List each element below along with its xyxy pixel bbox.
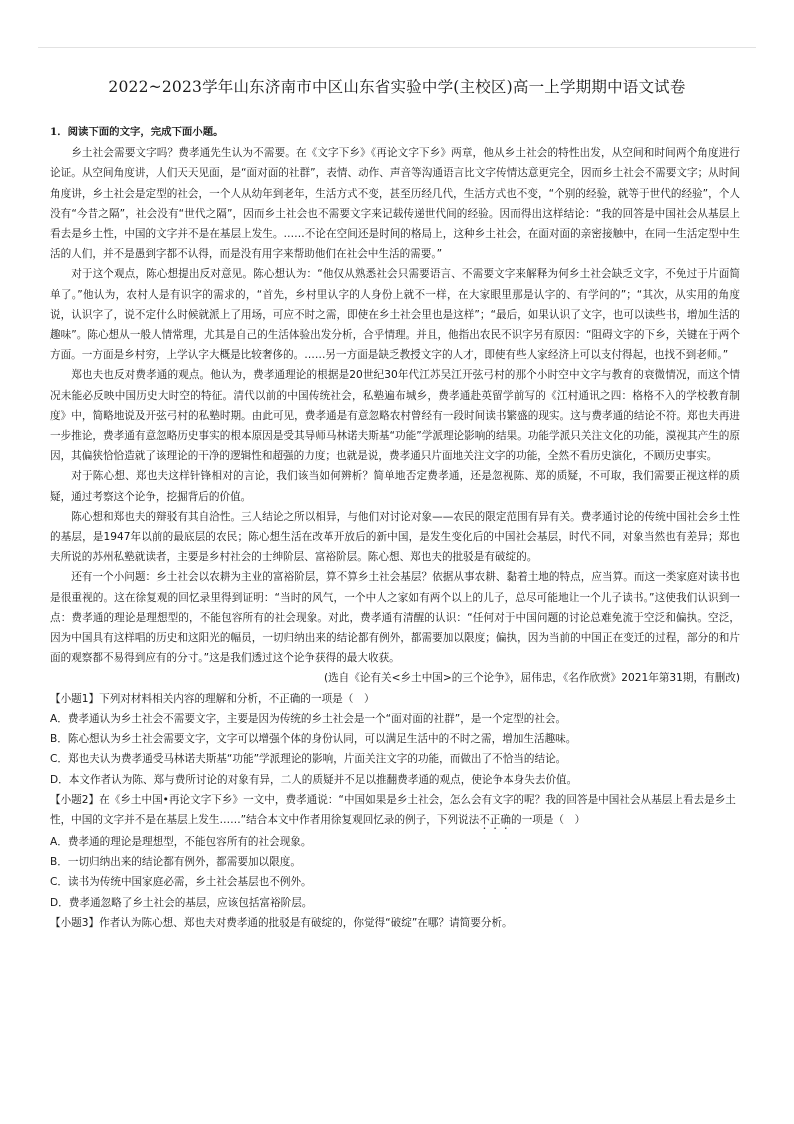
stem-text-end: 的一项是（ ） bbox=[511, 813, 586, 826]
option-c: C．读书为传统中国家庭必需，乡土社会基层也不例外。 bbox=[50, 876, 312, 889]
option-a: A．费孝通的理论是理想型，不能包容所有的社会现象。 bbox=[50, 835, 312, 848]
passage-paragraph-5: 陈心想和郑也夫的辩驳有其自洽性。三人结论之所以相异，与他们对讨论对象——农民的限定范围有异有关。费孝通讨论的传统中国社会乡土性的基层，是1947年以前的最底层的农民；陈心想生活在改革开放后的新中国，是发生变化后的中国社会基层，时代不同，对象当然也有差异；郑也夫所说的苏州私塾就读者，主要是乡村社会的士绅阶层、富裕阶层。陈心想、郑也夫的批驳是有破绽的。 bbox=[50, 510, 740, 564]
page-title: 2022~2023学年山东济南市中区山东省实验中学(主校区)高一上学期期中语文试卷 bbox=[108, 78, 686, 96]
question-1 bbox=[50, 122, 740, 933]
sub-question-3 bbox=[50, 913, 740, 933]
source-citation: (选自《论有关<乡土中国>的三个论争》，屈伟忠，《名作欣赏》2021年第31期，有删改) bbox=[323, 672, 740, 685]
question-header: 1．阅读下面的文字，完成下面小题。 bbox=[50, 126, 224, 138]
passage-paragraph-2: 对于这个观点，陈心想提出反对意见。陈心想认为：“他仅从熟悉社会只需要语言、不需要文字来解释为何乡土社会缺乏文字，不免过于片面简单了。”他认为，农村人是有识字的需求的，“首先，乡村里认字的人身份上就不一样，在大家眼里那是认字的、有学问的”；“其次，从实用的角度说，认识字了，说不定什么时候就派上了用场，可应不时之需，即使在乡土社会里也是这样”；“最后，如果认识了文字，也可以读些书，增加生活的趣味”。陈心想从一般人情常理，尤其是自己的生活体验出发分析，合乎情理。并且，他指出农民不识字另有原因：“阻碍文字的下乡，关键在于两个方面。一方面是乡村穷，上学认字大概是比较奢侈的。……另一方面是缺乏教授文字的人才，即使有些人家经济上可以支付得起，也找不到老师。” bbox=[50, 268, 740, 362]
option-d: D．费孝通忽略了乡土社会的基层，应该包括富裕阶层。 bbox=[50, 896, 313, 909]
option-d: D．本文作者认为陈、郑与费所讨论的对象有异，二人的质疑并不足以推翻费孝通的观点，使论争本身失去价值。 bbox=[50, 773, 578, 786]
emphasized-text: 不正确 bbox=[479, 813, 512, 826]
sub-question-1 bbox=[50, 689, 740, 790]
passage-paragraph-4: 对于陈心想、郑也夫这样针锋相对的言论，我们该当如何辨析？简单地否定费孝通，还是忽视陈、郑的质疑，不可取，我们需要正视这样的质疑，通过考察这个论争，挖掘背后的价值。 bbox=[50, 470, 740, 503]
sub-question-2-stem bbox=[50, 790, 740, 832]
option-b: B．一切归纳出来的结论都有例外，都需要加以限度。 bbox=[50, 856, 301, 869]
sub-question-3-stem: 【小题3】作者认为陈心想、郑也夫对费孝通的批驳是有破绽的，你觉得“破绽”在哪？请简要分析。 bbox=[50, 916, 513, 929]
sub-question-2 bbox=[50, 790, 740, 913]
sub-question-1-stem: 【小题1】下列对材料相关内容的理解和分析，不正确的一项是（ ） bbox=[50, 692, 375, 705]
passage-paragraph-1: 乡土社会需要文字吗？费孝通先生认为不需要。在《文字下乡》《再论文字下乡》两章，他从乡土社会的特性出发，从空间和时间两个角度进行论证。从空间角度讲，人们天天见面，是“面对面的社群”，表情、动作、声音等沟通语言比文字传情达意更完全，因而乡土社会不需要文字；从时间角度讲，乡土社会是定型的社会，一个人从幼年到老年，生活方式不变，甚至历经几代，生活方式也不变，“个别的经验，就等于世代的经验”，个人没有“今昔之隔”，社会没有“世代之隔”，因而乡土社会也不需要文字来记载传递世代间的经验。因而得出这样结论：“我的回答是中国社会从基层上看去是乡土性，中国的文字并不是在基层上发生。……不论在空间还是时间的格局上，这种乡土社会，在面对面的亲密接触中，在同一生活定型中生活的人们，并不是愚到字都不认得，而是没有用字来帮助他们在社会中生活的需要。” bbox=[50, 147, 740, 261]
option-c: C．郑也夫认为费孝通受马林诺夫斯基“功能”学派理论的影响，片面关注文字的功能，而做出了不恰当的结论。 bbox=[50, 753, 567, 766]
stem-text: 【小题2】在《乡土中国•再论文字下乡》一文中，费孝通说：“中国如果是乡土社会，怎么会有文字的呢？我的回答是中国社会从基层上看去是乡土性，中国的文字并不是在基层上发生……”结合本文中作者用徐复观回忆录的例子，下列说法 bbox=[50, 793, 736, 826]
passage-paragraph-3: 郑也夫也反对费孝通的观点。他认为，费孝通理论的根据是20世纪30年代江苏吴江开弦弓村的那个小时空中文字与教育的衰微情况，而这个情况未能必反映中国历史大时空的特征。清代以前的中国传统社会，私塾遍布城乡，费孝通赴英留学前写的《江村通讯之四：格格不入的学校教育制度》中，简略地说及开弦弓村的私塾时期。由此可见，费孝通是有意忽略农村曾经有一段时间读书繁盛的现实。这与费孝通的结论不符。郑也夫再进一步推论，费孝通有意忽略历史事实的根本原因是受其导师马林诺夫斯基“功能”学派理论影响的结果。功能学派只关注文化的功能，漠视其产生的原因，其偏狭恰恰造就了该理论的干净的逻辑性和超强的力度；也就是说，费孝通只片面地关注文字的功能，全然不看历史演化，不顾历史事实。 bbox=[50, 369, 740, 463]
passage-paragraph-6: 还有一个小问题：乡土社会以农耕为主业的富裕阶层，算不算乡土社会基层？依据从事农耕、黏着土地的特点，应当算。而这一类家庭对读书也是很重视的。这在徐复观的回忆录里得到证明：“当时的风气，一个中人之家如有两个以上的儿子，总尽可能地让一个儿子读书。”这使我们认识到一点：费孝通的理论是理想型的，不能包容所有的社会现象。对此，费孝通有清醒的认识：“任何对于中国问题的讨论总难免流于空泛和偏执。空泛，因为中国具有这样唱的历史和这阳光的幅员，一切归纳出来的结论都有例外，都需要加以限度；偏执，因为当前的中国正在变迁的过程，部分的和片面的观察都不易得到应有的分寸。”这是我们透过这个论争获得的最大收获。 bbox=[50, 571, 740, 665]
header-divider bbox=[38, 47, 756, 48]
option-b: B．陈心想认为乡土社会需要文字，文字可以增强个体的身份认同，可以满足生活中的不时之需，增加生活趣味。 bbox=[50, 733, 577, 746]
option-a: A．费孝通认为乡土社会不需要文字，主要是因为传统的乡土社会是一个“面对面的社群”，是一个定型的社会。 bbox=[50, 712, 567, 725]
